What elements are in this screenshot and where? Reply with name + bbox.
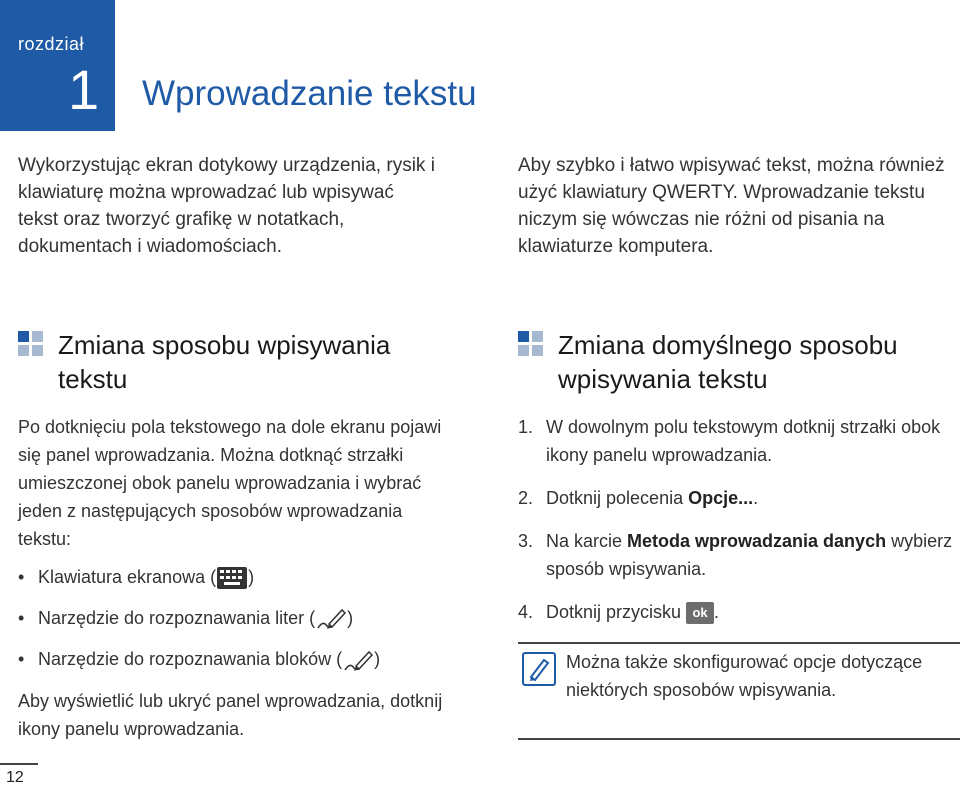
pen-icon [315,606,347,632]
left-section-closing: Aby wyświetlić lub ukryć panel wprowadzania, dotknij ikony panelu wprowadzania. [18,690,443,739]
section-heading-change-input [18,328,458,396]
chapter-badge [0,0,115,131]
note-text: Można także skonfigurować opcje dotyczące niektórych sposobów wpisywania. [566,652,923,700]
section-heading-default-input [518,328,958,396]
ok-button-icon: ok [686,602,714,624]
list-item: • Klawiatura ekranowa ( ) [18,563,458,591]
list-item: 1. W dowolnym polu tekstowym dotknij strzałki obok ikony panelu wprowadzania. [518,417,941,465]
chapter-label: rozdział [18,34,85,54]
menu-option-name: Opcje... [688,488,754,508]
input-methods-list [18,563,458,674]
list-item: • Narzędzie do rozpoznawania liter ( ) [18,604,458,632]
pen-icon [342,648,374,674]
intro-left-paragraph: Wykorzystując ekran dotykowy urządzenia, rysik i klawiaturę można wprowadzać lub wpisywać tekst oraz tworzyć grafikę w notatkach, dokumentach i wiadomościach. [18,155,435,257]
intro-right-paragraph: Aby szybko i łatwo wpisywać tekst, można również użyć klawiatury QWERTY. Wprowadzanie tekstu niczym się wówczas nie różni od pisania na klawiaturze komputera. [518,155,945,257]
list-item: 4. Dotknij przycisku ok . [518,598,958,626]
chapter-number: 1 [68,58,100,121]
left-section-paragraph: Po dotknięciu pola tekstowego na dole ekranu pojawi się panel wprowadzania. Można dotknąć strzałki umieszczonej obok panelu wprowadzania i wybrać jeden z następujących sposobów wprowadzania tekstu: [18,417,442,549]
section-squares-icon [518,331,544,357]
list-item: 3. Na karcie Metoda wprowadzania danych wybierz sposób wpisywania. [518,531,953,579]
keyboard-icon [217,567,247,589]
chapter-title: Wprowadzanie tekstu [142,74,477,113]
left-section-body [18,413,458,743]
steps-list [518,413,958,641]
section-heading-text: Zmiana domyślnego sposobu wpisywania tekstu [558,330,898,394]
note-pencil-icon [522,652,556,686]
note-box [518,642,960,740]
list-item: 2. Dotknij polecenia Opcje.... [518,488,759,508]
section-heading-text: Zmiana sposobu wpisywania tekstu [58,330,391,394]
section-squares-icon [18,331,44,357]
tab-name: Metoda wprowadzania danych [627,531,887,551]
page-number: 12 [0,763,38,789]
list-item: • Narzędzie do rozpoznawania bloków ( ) [18,645,458,673]
